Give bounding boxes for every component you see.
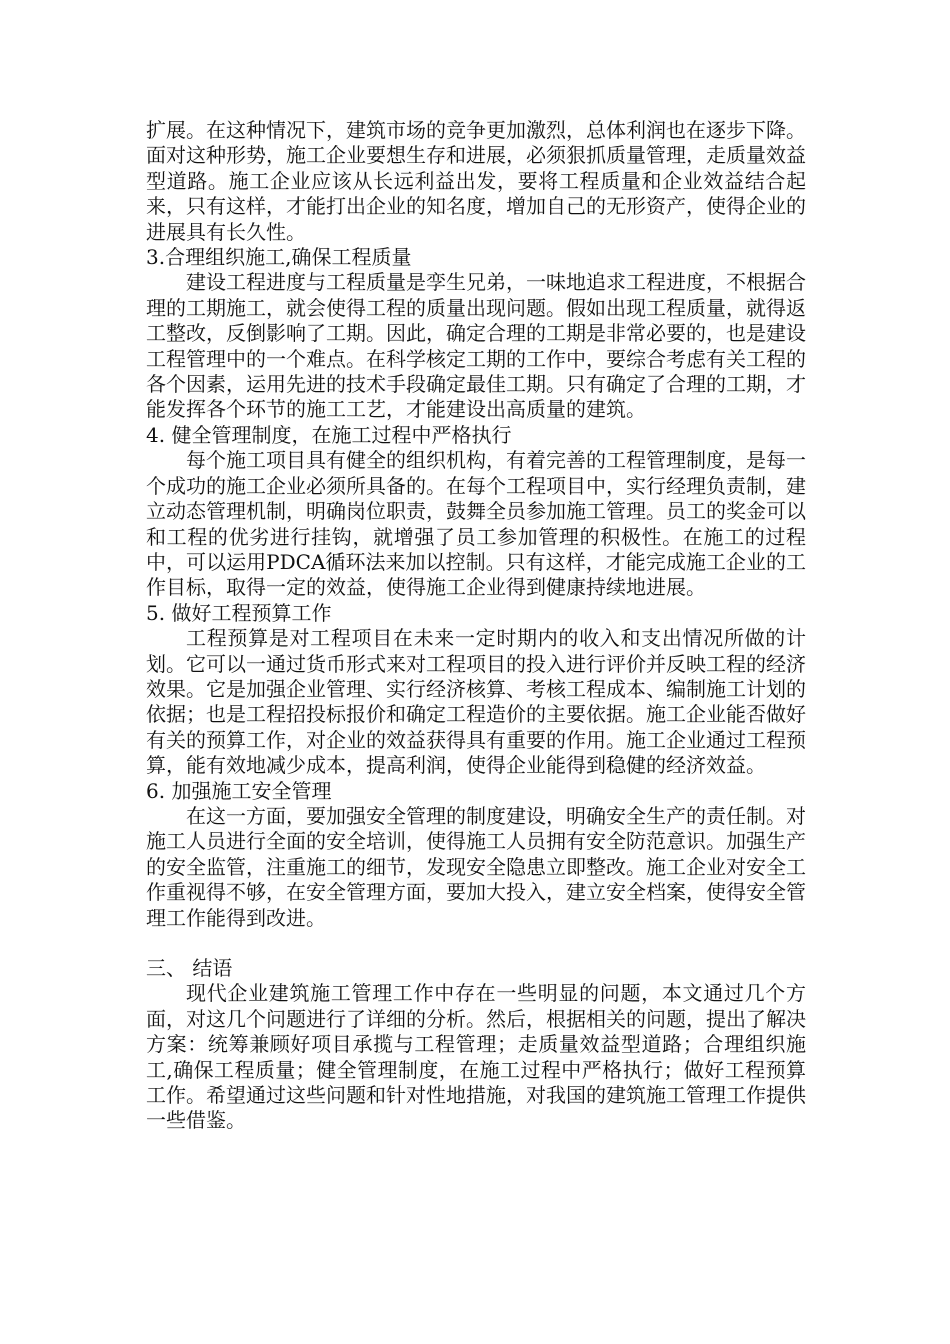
section-heading-5: 5. 做好工程预算工作 — [146, 600, 332, 625]
section-heading-6: 6. 加强施工安全管理 — [146, 778, 332, 803]
paragraph-schedule-quality: 建设工程进度与工程质量是孪生兄弟，一味地追求工程进度，不根据合理的工期施工，就会使得工程的质量出现问题。假如出现工程质量，就得返工整改，反倒影响了工期。因此，确定合理的工期是非常必要的，也是建设工程管理中的一个难点。在科学核定工期的工作中，要综合考虑有关工程的各个因素，运用先进的技术手段确定最佳工期。只有确定了合理的工期，才能发挥各个环节的施工工艺，才能建设出高质量的建筑。 — [146, 270, 806, 422]
paragraph-continuation: 扩展。在这种情况下，建筑市场的竞争更加激烈，总体利润也在逐步下降。面对这种形势，施工企业要想生存和进展，必须狠抓质量管理，走质量效益型道路。施工企业应该从长远利益出发，要将工程质量和企业效益结合起来，只有这样，才能打出企业的知名度，增加自己的无形资产，使得企业的进展具有长久性。 — [146, 118, 806, 244]
section-heading-3: 3.合理组织施工,确保工程质量 — [146, 245, 412, 270]
conclusion-heading: 三、 结语 — [146, 956, 233, 980]
document-page — [146, 118, 806, 1134]
paragraph-safety: 在这一方面，要加强安全管理的制度建设，明确安全生产的责任制。对施工人员进行全面的安全培训，使得施工人员拥有安全防范意识。加强生产的安全监管，注重施工的细节，发现安全隐患立即整改。施工企业对安全工作重视得不够，在安全管理方面，要加大投入，建立安全档案，使得安全管理工作能得到改进。 — [146, 803, 806, 930]
section-heading-4: 4. 健全管理制度，在施工过程中严格执行 — [146, 422, 512, 447]
paragraph-budget: 工程预算是对工程项目在未来一定时期内的收入和支出情况所做的计划。它可以一通过货币形式来对工程项目的投入进行评价并反映工程的经济效果。它是加强企业管理、实行经济核算、考核工程成本、编制施工计划的依据；也是工程招投标报价和确定工程造价的主要依据。施工企业能否做好有关的预算工作，对企业的效益获得具有重要的作用。施工企业通过工程预算，能有效地减少成本，提高利润，使得企业能得到稳健的经济效益。 — [146, 626, 806, 778]
paragraph-conclusion: 现代企业建筑施工管理工作中存在一些明显的问题，本文通过几个方面，对这几个问题进行了详细的分析。然后，根据相关的问题，提出了解决方案：统筹兼顾好项目承揽与工程管理；走质量效益型道路；合理组织施工,确保工程质量；健全管理制度，在施工过程中严格执行；做好工程预算工作。希望通过这些问题和针对性地措施，对我国的建筑施工管理工作提供一些借鉴。 — [146, 981, 806, 1133]
blank-line — [146, 931, 806, 956]
paragraph-management-system: 每个施工项目具有健全的组织机构，有着完善的工程管理制度，是每一个成功的施工企业必须所具备的。在每个工程项目中，实行经理负责制，建立动态管理机制，明确岗位职责，鼓舞全员参加施工管理。员工的奖金可以和工程的优劣进行挂钩，就增强了员工参加管理的积极性。在施工的过程中，可以运用PDCA循环法来加以控制。只有这样，才能完成施工企业的工作目标，取得一定的效益，使得施工企业得到健康持续地进展。 — [146, 448, 806, 600]
